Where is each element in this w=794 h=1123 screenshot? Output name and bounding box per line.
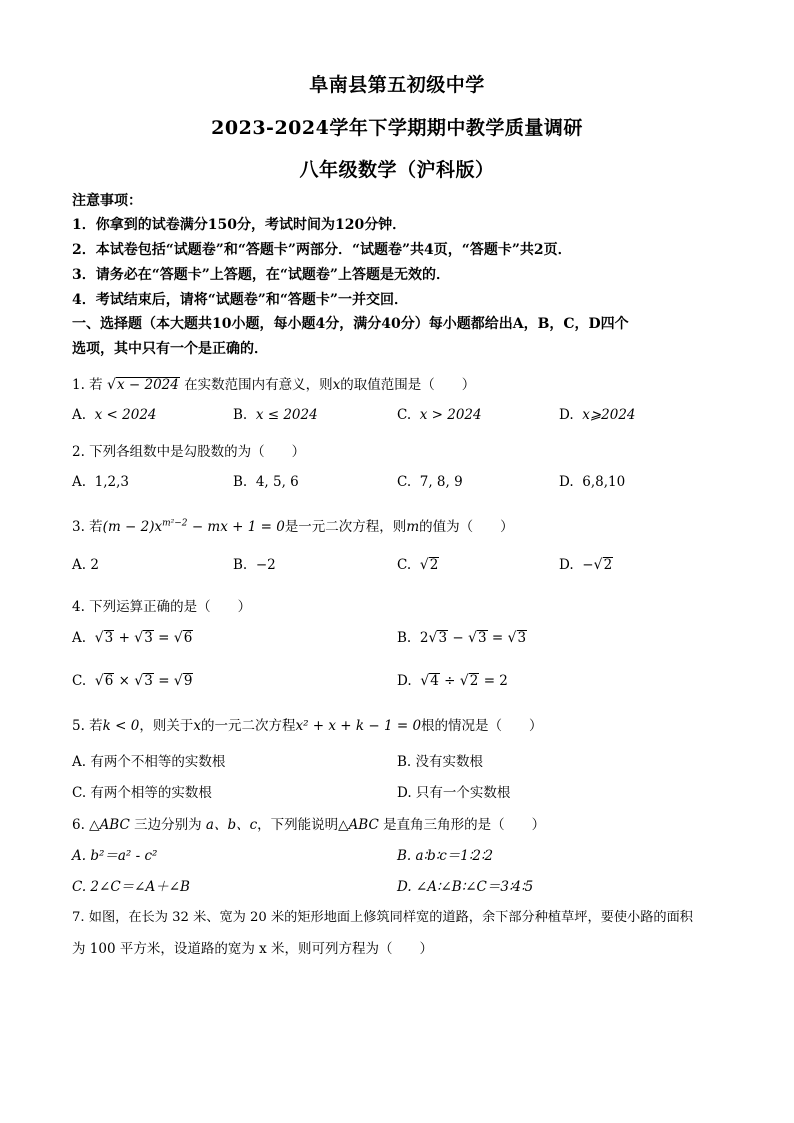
option-label: D. <box>559 474 574 490</box>
radicand: 3 <box>517 630 527 646</box>
option-text: 1,2,3 <box>94 474 129 490</box>
q6-mid2: ，下列能说明△ <box>257 817 349 833</box>
question-2: 2. 下列各组数中是勾股数的为（ ） <box>72 444 306 460</box>
q3-mid: 是一元二次方程，则 <box>284 519 407 535</box>
q3-option-a <box>72 557 99 573</box>
operator: = <box>491 630 504 646</box>
q6-option-d: D. ∠A∶∠B∶∠C＝3∶4∶5 <box>397 879 534 895</box>
q2-option-c <box>397 474 463 490</box>
radicand: 3 <box>144 630 153 646</box>
q5-mid1: ，则关于 <box>139 718 194 734</box>
q1-option-a <box>72 407 157 423</box>
option-label: B. <box>397 630 412 646</box>
radicand: 2 <box>469 673 479 689</box>
q3-option-d <box>559 557 613 573</box>
question-5 <box>72 714 543 734</box>
sqrt-icon: √ <box>134 673 144 689</box>
option-text: x⩾2024 <box>582 407 636 423</box>
q1-post: 的取值范围是（ ） <box>340 377 476 393</box>
sqrt-icon: √ <box>106 377 116 393</box>
q5-equation: x² + x + k − 1 = 0 <box>295 718 422 734</box>
q5-option-c: C. 有两个相等的实数根 <box>72 785 212 801</box>
radicand: 6 <box>104 673 114 689</box>
coefficient: 2 <box>419 630 429 646</box>
option-label: B. <box>233 557 248 573</box>
q1-pre: 1. 若 <box>72 377 103 393</box>
option-label: D. <box>559 407 574 423</box>
subject-title: 八年级数学（沪科版） <box>299 159 495 181</box>
q5-condition: k < 0 <box>102 718 140 734</box>
option-label: A. <box>72 557 87 573</box>
question-6 <box>72 813 545 833</box>
school-title: 阜南县第五初级中学 <box>309 74 485 96</box>
sqrt-icon: √ <box>94 673 104 689</box>
q4-option-a <box>72 630 193 646</box>
q1-option-c <box>397 407 482 423</box>
q6-post: 是直角三角形的是（ ） <box>378 817 546 833</box>
radicand: 3 <box>477 630 487 646</box>
sqrt-icon: √ <box>459 673 469 689</box>
q2-option-d <box>559 474 625 490</box>
question-4: 4. 下列运算正确的是（ ） <box>72 599 252 615</box>
operator: × <box>118 673 130 689</box>
radicand: 3 <box>438 630 448 646</box>
option-text: −2 <box>255 557 276 573</box>
operator: − <box>452 630 464 646</box>
sqrt-icon: √ <box>173 673 183 689</box>
option-label: D. <box>559 557 574 573</box>
option-label: B. <box>233 474 248 490</box>
option-text: 6,8,10 <box>582 474 626 490</box>
q6-option-c: C. 2∠C＝∠A＋∠B <box>72 879 190 895</box>
notes-heading: 注意事项： <box>72 193 142 209</box>
note-item-3: 3．请务必在“答题卡”上答题，在“试题卷”上答题是无效的． <box>72 267 450 283</box>
q3-equation-b: − mx + 1 = 0 <box>187 519 285 535</box>
sqrt-icon: √ <box>593 557 603 573</box>
note-item-4: 4．考试结束后，请将“试题卷”和“答题卡”一并交回． <box>72 292 408 308</box>
q4-option-c <box>72 673 193 689</box>
q3-post: 的值为（ ） <box>419 519 514 535</box>
option-label: C. <box>397 407 412 423</box>
sqrt-icon: √ <box>419 557 429 573</box>
option-label: A. <box>72 474 87 490</box>
option-label: B. <box>233 407 248 423</box>
sqrt-icon: √ <box>507 630 517 646</box>
q2-option-a <box>72 474 129 490</box>
q6-mid1: 三边分别为 <box>129 817 206 833</box>
option-text: x > 2024 <box>419 407 482 423</box>
exam-title: 2023-2024学年下学期期中教学质量调研 <box>211 117 583 139</box>
q3-option-c <box>397 557 439 573</box>
option-sign: − <box>582 557 594 573</box>
sqrt-icon: √ <box>173 630 183 646</box>
section-heading-line1: 一、选择题（本大题共10小题，每小题4分，满分40分）每小题都给出A，B，C，D四个 <box>72 316 629 332</box>
q6-pre: 6. △ <box>72 817 100 833</box>
radicand: 4 <box>430 673 439 689</box>
sqrt-icon: √ <box>428 630 438 646</box>
option-text: x ≤ 2024 <box>255 407 318 423</box>
sqrt-icon: √ <box>420 673 430 689</box>
q1-var: x <box>332 377 341 393</box>
q5-option-b: B. 没有实数根 <box>397 754 484 770</box>
radicand: 6 <box>183 630 193 646</box>
option-label: C. <box>397 557 412 573</box>
radicand: 3 <box>104 630 114 646</box>
q6-option-a: A. b²＝a² - c² <box>72 848 158 864</box>
q3-exponent: m²−2 <box>162 518 188 529</box>
sqrt-icon: √ <box>467 630 477 646</box>
option-label: D. <box>397 673 412 689</box>
sqrt-icon: √ <box>134 630 144 646</box>
operator: = 2 <box>483 673 508 689</box>
section-heading-line2: 选项，其中只有一个是正确的． <box>72 341 268 357</box>
q5-post: 根的情况是（ ） <box>421 718 543 734</box>
q3-pre: 3. 若 <box>72 519 103 535</box>
question-3 <box>72 515 514 535</box>
q5-pre: 5. 若 <box>72 718 103 734</box>
q6-option-b: B. a∶b∶c＝1∶2∶2 <box>397 848 494 864</box>
q3-var: m <box>406 519 420 535</box>
option-text: 4, 5, 6 <box>255 474 299 490</box>
q5-var: x <box>193 718 201 734</box>
option-text: 2 <box>90 557 99 573</box>
option-label: A. <box>72 407 87 423</box>
option-label: C. <box>397 474 412 490</box>
q3-equation-a: (m − 2)x <box>102 519 163 535</box>
operator: = <box>158 630 170 646</box>
operator: ÷ <box>444 673 456 689</box>
q5-option-a: A. 有两个不相等的实数根 <box>72 754 226 770</box>
note-item-2: 2．本试卷包括“试题卷”和“答题卡”两部分．“试题卷”共4页，“答题卡”共2页． <box>72 242 572 258</box>
note-item-1: 1．你拿到的试卷满分150分，考试时间为120分钟． <box>72 217 407 233</box>
operator: = <box>158 673 170 689</box>
question-1 <box>72 373 475 393</box>
q3-option-b <box>233 557 276 573</box>
option-radicand: 2 <box>603 557 613 573</box>
q6-triangle: ABC <box>348 817 379 833</box>
option-label: A. <box>72 630 87 646</box>
q4-option-b <box>397 630 527 646</box>
q5-option-d: D. 只有一个实数根 <box>397 785 511 801</box>
radicand: 3 <box>144 673 153 689</box>
operator: + <box>118 630 130 646</box>
q4-option-d <box>397 673 508 689</box>
q5-mid2: 的一元二次方程 <box>200 718 296 734</box>
q6-triangle: ABC <box>99 817 130 833</box>
sqrt-icon: √ <box>94 630 104 646</box>
question-7-line2: 为 100 平方米，设道路的宽为 x 米，则可列方程为（ ） <box>72 941 434 957</box>
q1-option-d <box>559 407 636 423</box>
radicand: 9 <box>183 673 193 689</box>
option-text: 7, 8, 9 <box>419 474 463 490</box>
option-text: x < 2024 <box>94 407 157 423</box>
q1-option-b <box>233 407 318 423</box>
question-7-line1: 7. 如图，在长为 32 米、宽为 20 米的矩形地面上修筑同样宽的道路，余下部分种植草坪，要使小路的面积 <box>72 910 693 925</box>
q2-option-b <box>233 474 299 490</box>
q1-mid: 在实数范围内有意义，则 <box>184 377 333 393</box>
q1-radicand: x − 2024 <box>117 377 179 393</box>
option-label: C. <box>72 673 87 689</box>
option-radicand: 2 <box>429 557 439 573</box>
q6-sides: a、b、c <box>205 817 258 833</box>
